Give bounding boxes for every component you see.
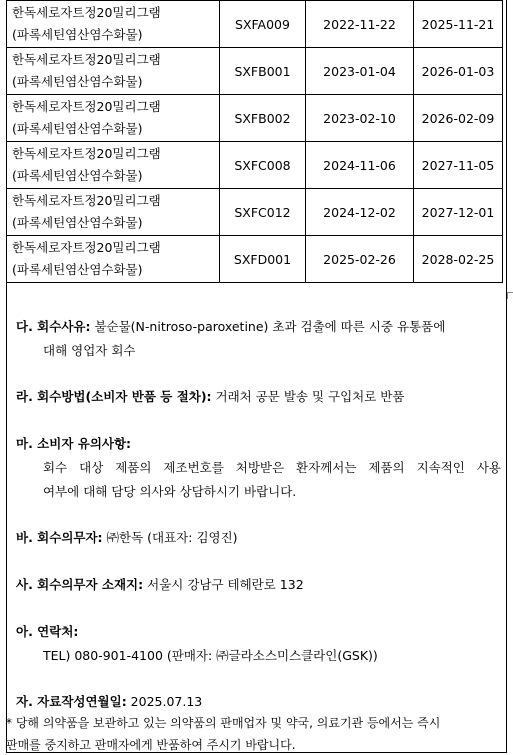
recall-reason-text: 불순물(N-nitroso-paroxetine) 초과 검출에 따른 시중 유통품에	[90, 319, 446, 334]
table-row	[7, 48, 503, 95]
manufacture-date-cell: 2024-12-02	[306, 189, 414, 236]
manufacture-date-cell: 2024-11-06	[306, 142, 414, 189]
footnote-line1: * 당해 의약품을 보관하고 있는 의약품의 판매업자 및 약국, 의료기관 등에서는 즉시	[6, 716, 441, 730]
lot-number-cell: SXFA009	[220, 1, 306, 48]
expiry-date-cell: 2026-02-09	[414, 95, 503, 142]
recall-method-text: 거래처 공문 발송 및 구입처로 반품	[211, 389, 405, 404]
recall-reason	[16, 317, 445, 335]
manufacture-date-cell: 2022-11-22	[306, 1, 414, 48]
consumer-caution-line2: 여부에 대해 담당 의사와 상담하시기 바랍니다.	[43, 484, 297, 499]
recall-reason-label: 다. 회수사유:	[16, 319, 91, 334]
lot-number-cell: SXFB001	[220, 48, 306, 95]
expiry-date-cell: 2025-11-21	[414, 1, 503, 48]
recall-lot-table	[6, 0, 503, 283]
lot-number-cell: SXFB002	[220, 95, 306, 142]
product-name-cell	[7, 236, 220, 283]
expiry-date-cell: 2028-02-25	[414, 236, 503, 283]
product-name-line2: (파록세틴염산염수화물)	[12, 262, 143, 277]
product-name-line2: (파록세틴염산염수화물)	[12, 121, 143, 136]
product-name-line1: 한독세로자트정20밀리그램	[12, 99, 161, 114]
consumer-caution-heading	[16, 434, 131, 452]
product-name-line1: 한독세로자트정20밀리그램	[12, 193, 161, 208]
table-corner-mark	[507, 292, 513, 299]
product-name-cell	[7, 189, 220, 236]
product-name-cell	[7, 1, 220, 48]
manufacture-date-cell: 2025-02-26	[306, 236, 414, 283]
recall-obligor	[16, 528, 238, 546]
recall-obligor-label: 바. 회수의무자:	[16, 530, 103, 545]
table-row	[7, 236, 503, 283]
table-row	[7, 95, 503, 142]
lot-number-cell: SXFC012	[220, 189, 306, 236]
obligor-address	[16, 575, 304, 593]
obligor-address-text: 서울시 강남구 테헤란로 132	[143, 577, 304, 592]
consumer-caution-line1: 회수 대상 제품의 제조번호를 처방받은 환자께서는 제품의 지속적인 사용	[43, 460, 501, 475]
lot-number-cell: SXFD001	[220, 236, 306, 283]
product-name-line1: 한독세로자트정20밀리그램	[12, 240, 161, 255]
contact-heading	[16, 622, 78, 640]
product-name-line2: (파록세틴염산염수화물)	[12, 168, 143, 183]
product-name-line1: 한독세로자트정20밀리그램	[12, 146, 161, 161]
product-name-line2: (파록세틴염산염수화물)	[12, 74, 143, 89]
product-name-line2: (파록세틴염산염수화물)	[12, 215, 143, 230]
expiry-date-cell: 2026-01-03	[414, 48, 503, 95]
written-date-label: 자. 자료작성연월일:	[16, 694, 127, 709]
lot-number-cell: SXFC008	[220, 142, 306, 189]
table-row	[7, 142, 503, 189]
footnote-line2: 판매를 중지하고 판매자에게 반품하여 주시기 바랍니다.	[6, 738, 296, 752]
product-name-cell	[7, 95, 220, 142]
expiry-date-cell: 2027-12-01	[414, 189, 503, 236]
obligor-address-label: 사. 회수의무자 소재지:	[16, 577, 144, 592]
contact-label: 아. 연락처:	[16, 624, 79, 639]
recall-obligor-text: ㈜한독 (대표자: 김영진)	[102, 530, 238, 545]
recall-reason-line2: 대해 영업자 회수	[43, 343, 136, 358]
product-name-cell	[7, 142, 220, 189]
manufacture-date-cell: 2023-02-10	[306, 95, 414, 142]
written-date-text: 2025.07.13	[126, 694, 203, 709]
consumer-caution-label: 마. 소비자 유의사항:	[16, 436, 132, 451]
recall-method	[16, 387, 404, 405]
contact-text: TEL) 080-901-4100 (판매자: ㈜글라소스미스클라인(GSK))	[43, 648, 378, 663]
expiry-date-cell: 2027-11-05	[414, 142, 503, 189]
product-name-cell	[7, 48, 220, 95]
manufacture-date-cell: 2023-01-04	[306, 48, 414, 95]
table-row	[7, 189, 503, 236]
written-date	[16, 692, 202, 710]
product-name-line1: 한독세로자트정20밀리그램	[12, 5, 161, 20]
product-name-line2: (파록세틴염산염수화물)	[12, 27, 143, 42]
table-row	[7, 1, 503, 48]
recall-method-label: 라. 회수방법(소비자 반품 등 절차):	[16, 389, 212, 404]
product-name-line1: 한독세로자트정20밀리그램	[12, 52, 161, 67]
